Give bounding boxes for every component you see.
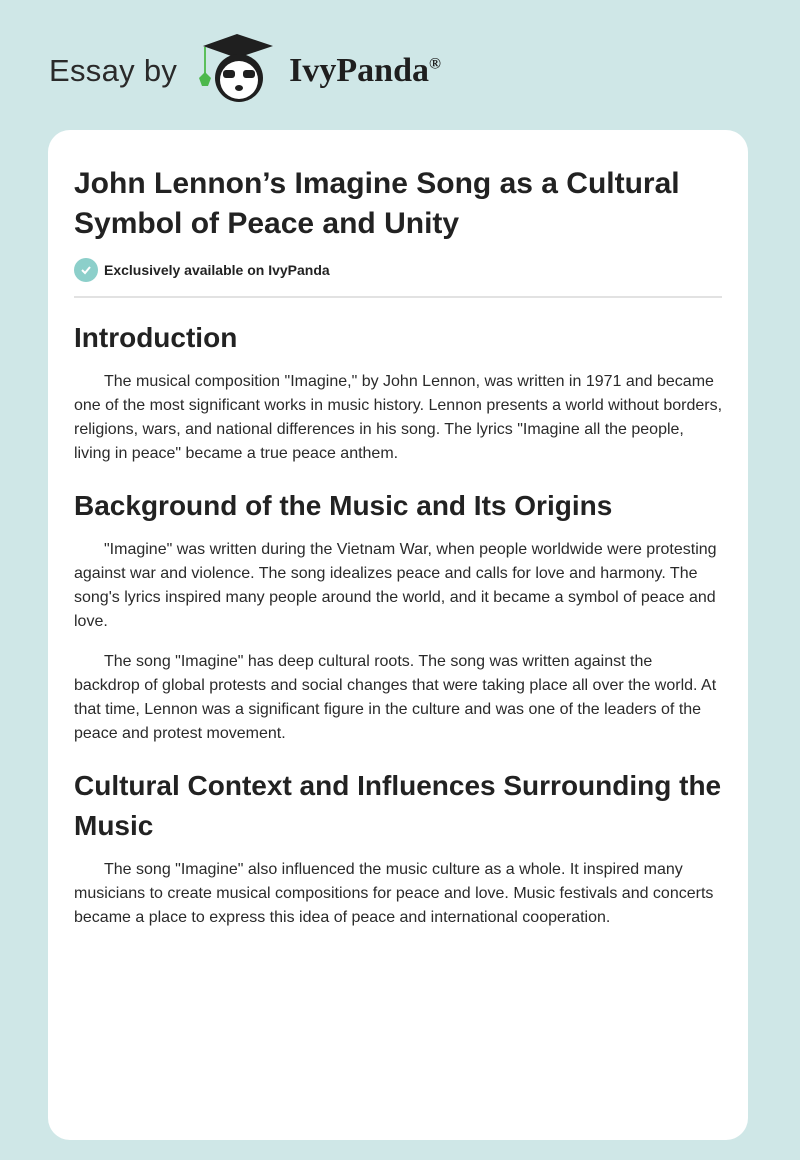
essay-title: John Lennon’s Imagine Song as a Cultural Symbol of Peace and Unity xyxy=(74,167,680,240)
paragraph: The song "Imagine" also influenced the music culture as a whole. It inspired many musicians to create musical compositions for peace and love. Music festivals and concerts became a place to express this idea of peace and international cooperation. xyxy=(74,861,714,926)
section-heading: Background of the Music and Its Origins xyxy=(74,490,613,521)
section-heading: Cultural Context and Influences Surrounding the Music xyxy=(74,770,722,841)
section-heading: Introduction xyxy=(74,322,238,353)
paragraph: The musical composition "Imagine," by John Lennon, was written in 1971 and became one of the most significant works in music history. Lennon presents a world without borders, religions, wars, and national differences in his song. The lyrics "Imagine all the people, living in peace" became a true peace anthem. xyxy=(74,373,723,462)
registered-mark: ® xyxy=(429,55,441,73)
paragraph: The song "Imagine" has deep cultural roots. The song was written against the backdrop of global protests and social changes that were taking place all over the world. At that time, Lennon was a significant figure in the culture and was one of the leaders of the peace and protest movement. xyxy=(74,653,717,742)
brand-text: IvyPanda xyxy=(289,52,429,89)
badge-text: Exclusively available on IvyPanda xyxy=(104,262,330,278)
paragraph: "Imagine" was written during the Vietnam War, when people worldwide were protesting against war and violence. The song idealizes peace and calls for love and harmony. The song's lyrics inspired many people around the world, and it became a symbol of peace and love. xyxy=(74,541,717,630)
brand-name[interactable] xyxy=(289,52,441,90)
panda-logo-icon[interactable] xyxy=(195,34,279,109)
exclusive-badge xyxy=(74,258,722,298)
essay-by-label: Essay by xyxy=(49,53,178,88)
site-header xyxy=(49,36,441,106)
check-icon xyxy=(74,258,98,282)
essay-card xyxy=(48,130,748,1140)
